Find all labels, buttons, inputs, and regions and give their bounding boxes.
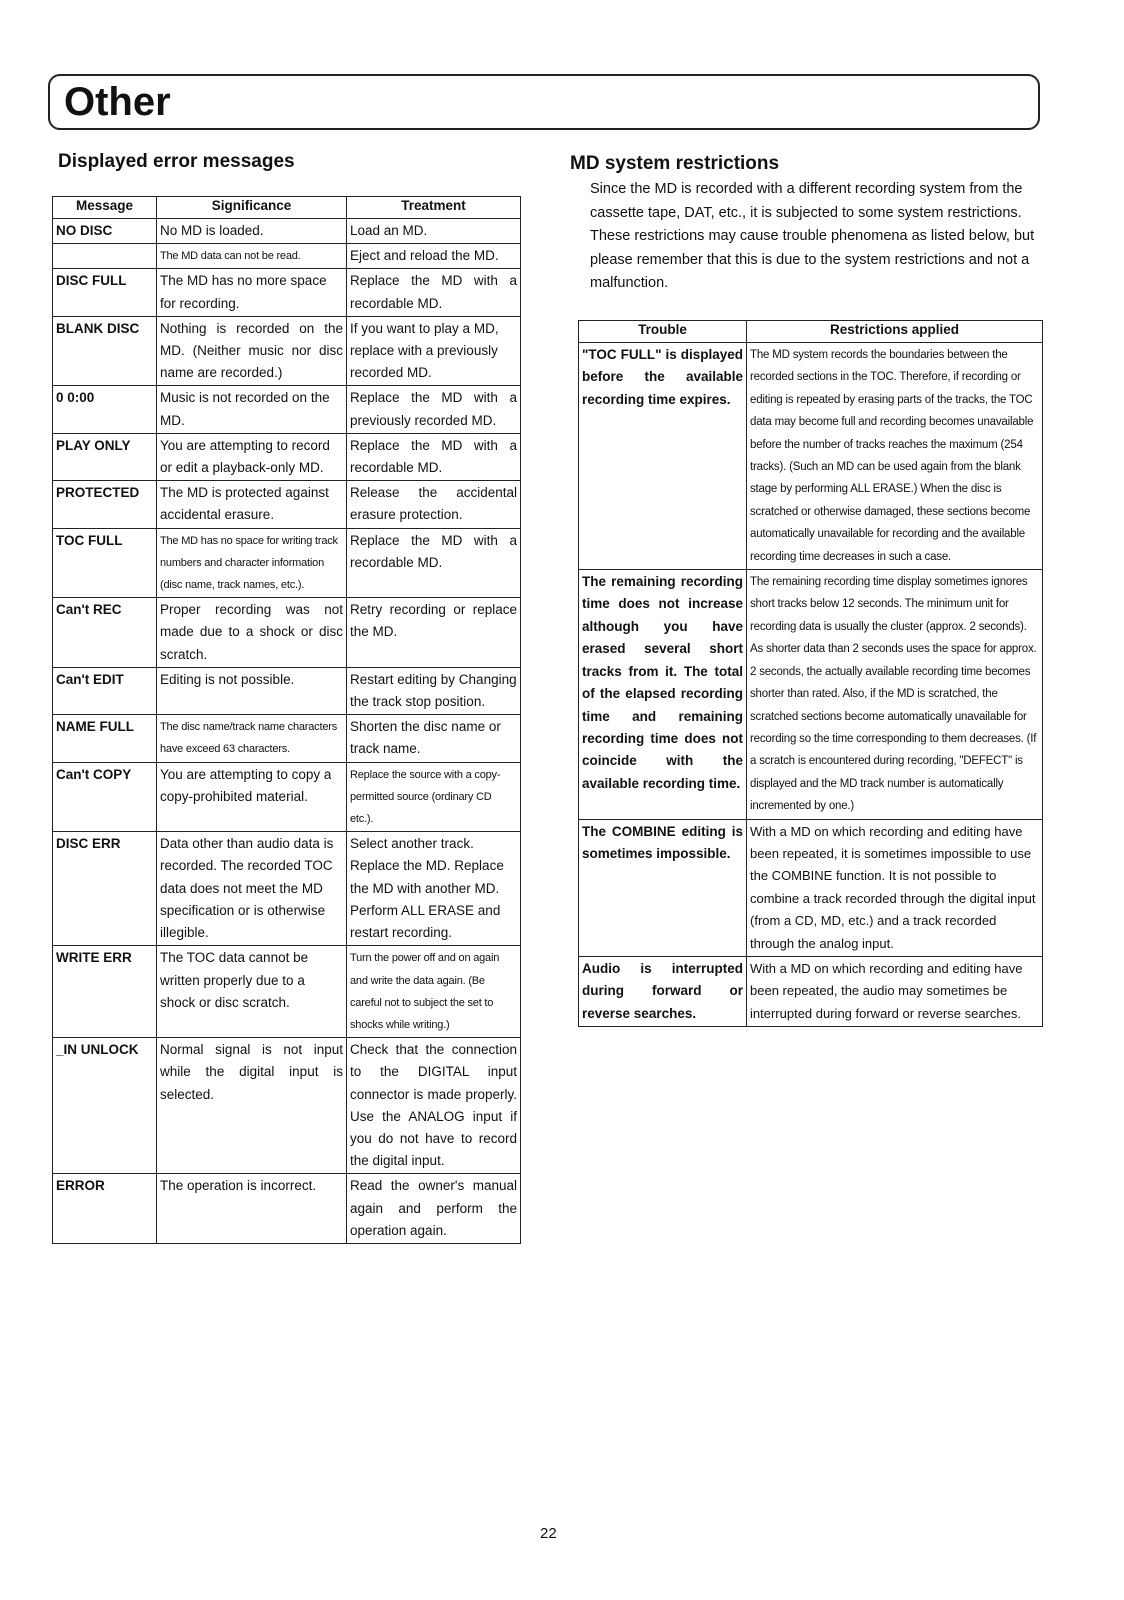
- header-treatment: Treatment: [347, 197, 521, 219]
- error-message: ERROR: [53, 1174, 157, 1244]
- error-message: NAME FULL: [53, 715, 157, 762]
- error-treatment: Turn the power off and on again and write the data again. (Be careful not to subject the set to shocks while writing.): [347, 946, 521, 1038]
- trouble-text: Audio is interrupted during forward or reverse searches.: [579, 956, 747, 1026]
- error-message: WRITE ERR: [53, 946, 157, 1038]
- restriction-text: With a MD on which recording and editing have been repeated, the audio may sometimes be interrupted during forward or reverse searches.: [747, 956, 1043, 1026]
- error-treatment: If you want to play a MD, replace with a previously recorded MD.: [347, 316, 521, 386]
- error-significance: Normal signal is not input while the digital input is selected.: [157, 1038, 347, 1174]
- table-row: [53, 316, 521, 386]
- table-row: [579, 343, 1043, 570]
- table-row: [579, 956, 1043, 1026]
- error-message: Can't REC: [53, 598, 157, 668]
- error-significance: The MD has no space for writing track numbers and character information (disc name, track names, etc.).: [157, 528, 347, 598]
- md-restrictions-table: [578, 320, 1043, 1027]
- table-row: [53, 1038, 521, 1174]
- section-banner: [48, 74, 1040, 130]
- error-significance: Editing is not possible.: [157, 667, 347, 714]
- table-row: [53, 946, 521, 1038]
- md-restrictions-intro: Since the MD is recorded with a different recording system from the cassette tape, DAT, etc., it is subjected to some system restrictions. These restrictions may cause trouble phenomena as listed below, but please remember that this is due to the system restrictions and not a malfunction.: [590, 181, 1035, 291]
- error-treatment: Replace the MD with a recordable MD.: [347, 269, 521, 316]
- error-significance: The MD is protected against accidental erasure.: [157, 481, 347, 528]
- restriction-text: With a MD on which recording and editing have been repeated, it is sometimes impossible to use the COMBINE function. It is not possible to combine a track recorded through the digital input (from a CD, MD, etc.) and a track recorded through the analog input.: [747, 819, 1043, 956]
- page-number: 22: [540, 1525, 557, 1542]
- error-significance: Music is not recorded on the MD.: [157, 386, 347, 433]
- error-significance: Data other than audio data is recorded. The recorded TOC data does not meet the MD specification or is otherwise illegible.: [157, 832, 347, 946]
- error-message: PROTECTED: [53, 481, 157, 528]
- error-treatment: Replace the source with a copy-permitted source (ordinary CD etc.).: [347, 762, 521, 832]
- error-significance: The MD has no more space for recording.: [157, 269, 347, 316]
- table-row: [53, 715, 521, 762]
- error-significance: You are attempting to record or edit a playback-only MD.: [157, 433, 347, 480]
- restriction-text: The remaining recording time display sometimes ignores short tracks below 12 seconds. The minimum unit for recording data is usually the cluster (approx. 2 seconds). As shorter data than 2 seconds uses the space for approx. 2 seconds, the actually available recording time becomes shorter than rated. Also, if the MD is scratched, the scratched sections become automatically unavailable for recording so the time corresponding to them decreases. (If a scratch is encountered during recording, "DEFECT" is displayed and the MD track number is automatically incremented by one.): [747, 570, 1043, 819]
- error-messages-title: Displayed error messages: [58, 151, 295, 172]
- table-row: [53, 598, 521, 668]
- error-treatment: Replace the MD with a recordable MD.: [347, 528, 521, 598]
- error-message: NO DISC: [53, 219, 157, 244]
- error-significance: No MD is loaded.: [157, 219, 347, 244]
- md-restrictions-title: MD system restrictions: [570, 153, 780, 174]
- table-header-row: [579, 321, 1043, 343]
- banner-title: Other: [64, 80, 171, 124]
- error-message: DISC FULL: [53, 269, 157, 316]
- error-message: BLANK DISC: [53, 316, 157, 386]
- error-significance: The disc name/track name characters have exceed 63 characters.: [157, 715, 347, 762]
- restriction-text: The MD system records the boundaries between the recorded sections in the TOC. Therefore, if recording or editing is repeated by erasing parts of the tracks, the TOC data may become full and recording becomes unavailable before the number of tracks reaches the maximum (254 tracks). (Such an MD can be used again from the blank stage by performing ALL ERASE.) When the disc is scratched or otherwise damaged, these sections become automatically unavailable for recording and the available recording time decreases in such a case.: [747, 343, 1043, 570]
- error-treatment: Replace the MD with a previously recorded MD.: [347, 386, 521, 433]
- error-message: 0 0:00: [53, 386, 157, 433]
- error-significance: The operation is incorrect.: [157, 1174, 347, 1244]
- table-row: [53, 667, 521, 714]
- error-treatment: Select another track. Replace the MD. Replace the MD with another MD. Perform ALL ERASE and restart recording.: [347, 832, 521, 946]
- error-treatment: Release the accidental erasure protection.: [347, 481, 521, 528]
- error-treatment: Replace the MD with a recordable MD.: [347, 433, 521, 480]
- error-significance: Proper recording was not made due to a shock or disc scratch.: [157, 598, 347, 668]
- table-header-row: [53, 197, 521, 219]
- table-row: [53, 244, 521, 269]
- table-row: [579, 570, 1043, 819]
- table-row: [53, 481, 521, 528]
- table-row: [53, 433, 521, 480]
- error-treatment: Load an MD.: [347, 219, 521, 244]
- header-significance: Significance: [157, 197, 347, 219]
- error-message: TOC FULL: [53, 528, 157, 598]
- error-message: [53, 244, 157, 269]
- error-messages-table: [52, 196, 521, 1244]
- header-message: Message: [53, 197, 157, 219]
- error-message: _IN UNLOCK: [53, 1038, 157, 1174]
- table-row: [53, 269, 521, 316]
- error-treatment: Read the owner's manual again and perform the operation again.: [347, 1174, 521, 1244]
- table-row: [53, 762, 521, 832]
- table-row: [53, 528, 521, 598]
- error-treatment: Eject and reload the MD.: [347, 244, 521, 269]
- trouble-text: The remaining recording time does not increase although you have erased several short tracks from it. The total of the elapsed recording time and remaining recording time does not coincide with the available recording time.: [579, 570, 747, 819]
- table-row: [579, 819, 1043, 956]
- error-significance: You are attempting to copy a copy-prohibited material.: [157, 762, 347, 832]
- header-restrictions: Restrictions applied: [747, 321, 1043, 343]
- header-trouble: Trouble: [579, 321, 747, 343]
- error-treatment: Shorten the disc name or track name.: [347, 715, 521, 762]
- table-row: [53, 386, 521, 433]
- error-treatment: Retry recording or replace the MD.: [347, 598, 521, 668]
- error-message: DISC ERR: [53, 832, 157, 946]
- error-significance: Nothing is recorded on the MD. (Neither music nor disc name are recorded.): [157, 316, 347, 386]
- error-message: Can't COPY: [53, 762, 157, 832]
- error-treatment: Check that the connection to the DIGITAL input connector is made properly. Use the ANALOG input if you do not have to record the digital input.: [347, 1038, 521, 1174]
- error-significance: The TOC data cannot be written properly due to a shock or disc scratch.: [157, 946, 347, 1038]
- table-row: [53, 832, 521, 946]
- error-treatment: Restart editing by Changing the track stop position.: [347, 667, 521, 714]
- trouble-text: The COMBINE editing is sometimes impossible.: [579, 819, 747, 956]
- error-significance: The MD data can not be read.: [157, 244, 347, 269]
- table-row: [53, 1174, 521, 1244]
- error-message: Can't EDIT: [53, 667, 157, 714]
- table-row: [53, 219, 521, 244]
- trouble-text: "TOC FULL" is displayed before the available recording time expires.: [579, 343, 747, 570]
- error-message: PLAY ONLY: [53, 433, 157, 480]
